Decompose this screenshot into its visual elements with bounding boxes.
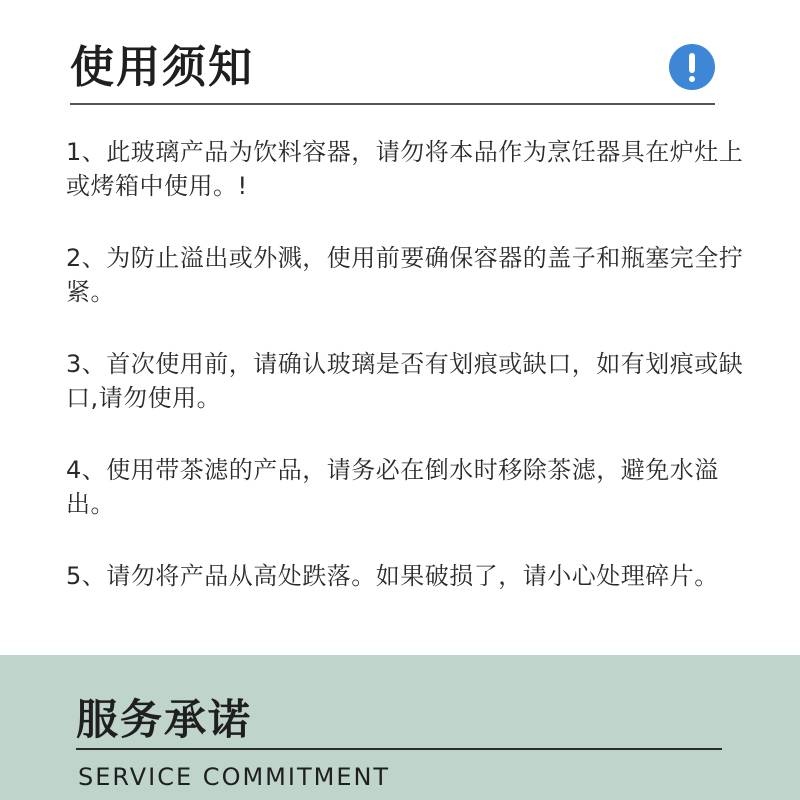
notice-rule-3: 3、首次使用前，请确认玻璃是否有划痕或缺口，如有划痕或缺口,请勿使用。 bbox=[66, 350, 744, 412]
notice-rule-4: 4、使用带茶滤的产品，请务必在倒水时移除茶滤，避免水溢出。 bbox=[66, 456, 719, 518]
notice-rules-list bbox=[66, 135, 756, 631]
notice-rule-2: 2、为防止溢出或外溅，使用前要确保容器的盖子和瓶塞完全拧紧。 bbox=[66, 244, 744, 306]
notice-rule-1: 1、此玻璃产品为饮料容器，请勿将本品作为烹饪器具在炉灶上或烤箱中使用。! bbox=[66, 138, 744, 200]
service-commitment-section bbox=[0, 655, 800, 800]
notice-rule-5: 5、请勿将产品从高处跌落。如果破损了，请小心处理碎片。 bbox=[66, 562, 719, 590]
exclamation-icon bbox=[669, 44, 715, 90]
notice-title: 使用须知 bbox=[70, 42, 254, 93]
service-divider bbox=[76, 748, 722, 750]
service-title: 服务承诺 bbox=[76, 695, 253, 744]
service-subtitle: SERVICE COMMITMENT bbox=[78, 763, 391, 791]
notice-divider bbox=[70, 103, 715, 105]
